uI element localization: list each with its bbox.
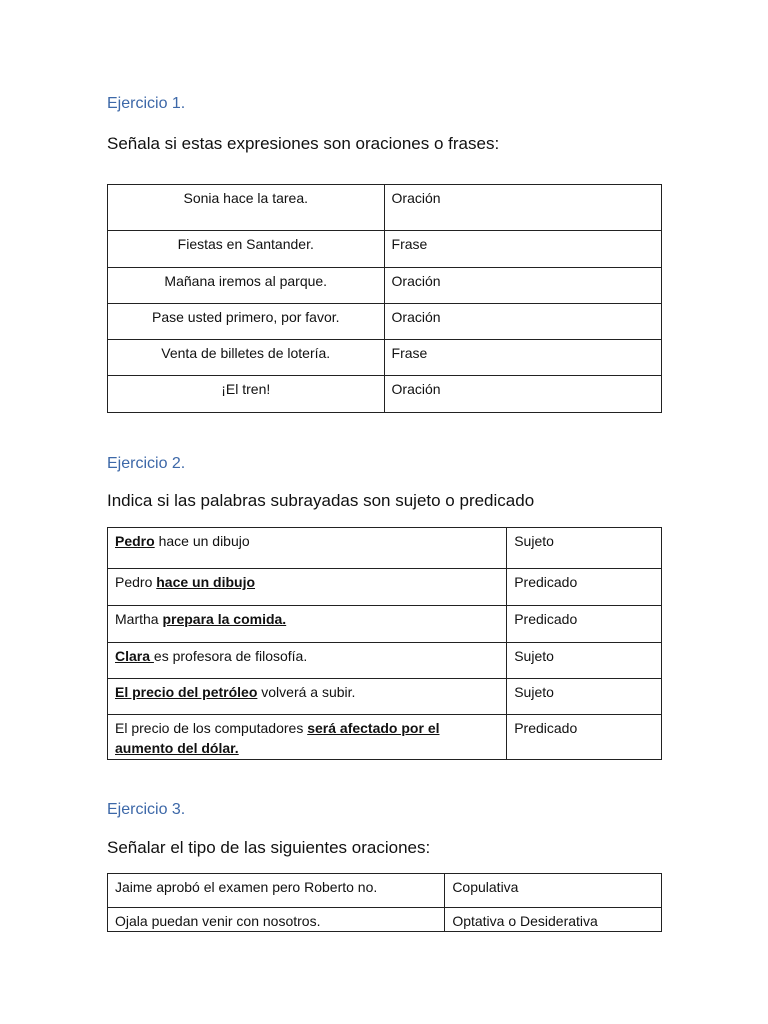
exercise-3-heading: Ejercicio 3. xyxy=(107,801,186,818)
table-row xyxy=(108,874,662,908)
table-row xyxy=(108,304,662,340)
table-row xyxy=(108,569,662,606)
underlined-text: será afectado por el xyxy=(307,720,440,736)
expression-cell: Mañana iremos al parque. xyxy=(108,268,385,304)
table-row xyxy=(108,185,662,231)
table-row xyxy=(108,606,662,643)
answer-cell: Frase xyxy=(384,340,661,376)
answer-cell: Sujeto xyxy=(507,528,662,569)
plain-text: es profesora de filosofía. xyxy=(153,648,308,664)
table-row xyxy=(108,528,662,569)
expression-cell: ¡El tren! xyxy=(108,376,385,413)
underlined-text: hace un dibujo xyxy=(156,574,256,590)
answer-cell: Predicado xyxy=(507,606,662,643)
plain-text: volverá a subir. xyxy=(257,684,356,700)
answer-cell: Oración xyxy=(384,268,661,304)
expression-cell: Fiestas en Santander. xyxy=(108,231,385,268)
exercise-1-heading: Ejercicio 1. xyxy=(107,95,186,112)
table-row xyxy=(108,715,662,760)
exercise-3-instruction: Señalar el tipo de las siguientes oraciones: xyxy=(107,838,431,857)
answer-cell: Oración xyxy=(384,304,661,340)
sentence-cell: Ojala puedan venir con nosotros. xyxy=(108,908,445,932)
underlined-text: Clara xyxy=(115,648,154,664)
answer-cell: Sujeto xyxy=(507,643,662,679)
underlined-text: El precio del petróleo xyxy=(115,684,258,700)
underlined-text: prepara la comida. xyxy=(162,611,287,627)
underlined-text: Pedro xyxy=(115,533,155,549)
expression-cell: Venta de billetes de lotería. xyxy=(108,340,385,376)
table-row xyxy=(108,908,662,932)
sentence-cell xyxy=(108,569,507,606)
exercise-2-table xyxy=(107,527,662,760)
table-row xyxy=(108,643,662,679)
sentence-cell: Jaime aprobó el examen pero Roberto no. xyxy=(108,874,445,908)
plain-text: hace un dibujo xyxy=(154,533,250,549)
answer-cell: Oración xyxy=(384,185,661,231)
exercise-1-table xyxy=(107,184,662,413)
plain-text: Martha xyxy=(115,611,163,627)
table-row xyxy=(108,376,662,413)
plain-text: El precio de los computadores xyxy=(115,720,308,736)
expression-cell: Pase usted primero, por favor. xyxy=(108,304,385,340)
answer-cell: Sujeto xyxy=(507,679,662,715)
answer-cell: Oración xyxy=(384,376,661,413)
exercise-2-heading: Ejercicio 2. xyxy=(107,455,186,472)
sentence-cell xyxy=(108,528,507,569)
table-row xyxy=(108,231,662,268)
expression-cell: Sonia hace la tarea. xyxy=(108,185,385,231)
sentence-cell xyxy=(108,679,507,715)
exercise-1-instruction: Señala si estas expresiones son oraciones o frases: xyxy=(107,134,500,153)
answer-cell: Predicado xyxy=(507,715,662,760)
exercise-3-table xyxy=(107,873,662,932)
answer-cell: Copulativa xyxy=(445,874,662,908)
underlined-text: aumento del dólar. xyxy=(115,740,239,756)
table-row xyxy=(108,268,662,304)
sentence-cell xyxy=(108,643,507,679)
exercise-2-instruction: Indica si las palabras subrayadas son sujeto o predicado xyxy=(107,491,535,510)
answer-cell: Predicado xyxy=(507,569,662,606)
answer-cell: Optativa o Desiderativa xyxy=(445,908,662,932)
plain-text: Pedro xyxy=(115,574,157,590)
answer-cell: Frase xyxy=(384,231,661,268)
table-row xyxy=(108,679,662,715)
sentence-cell xyxy=(108,606,507,643)
sentence-cell xyxy=(108,715,507,760)
table-row xyxy=(108,340,662,376)
